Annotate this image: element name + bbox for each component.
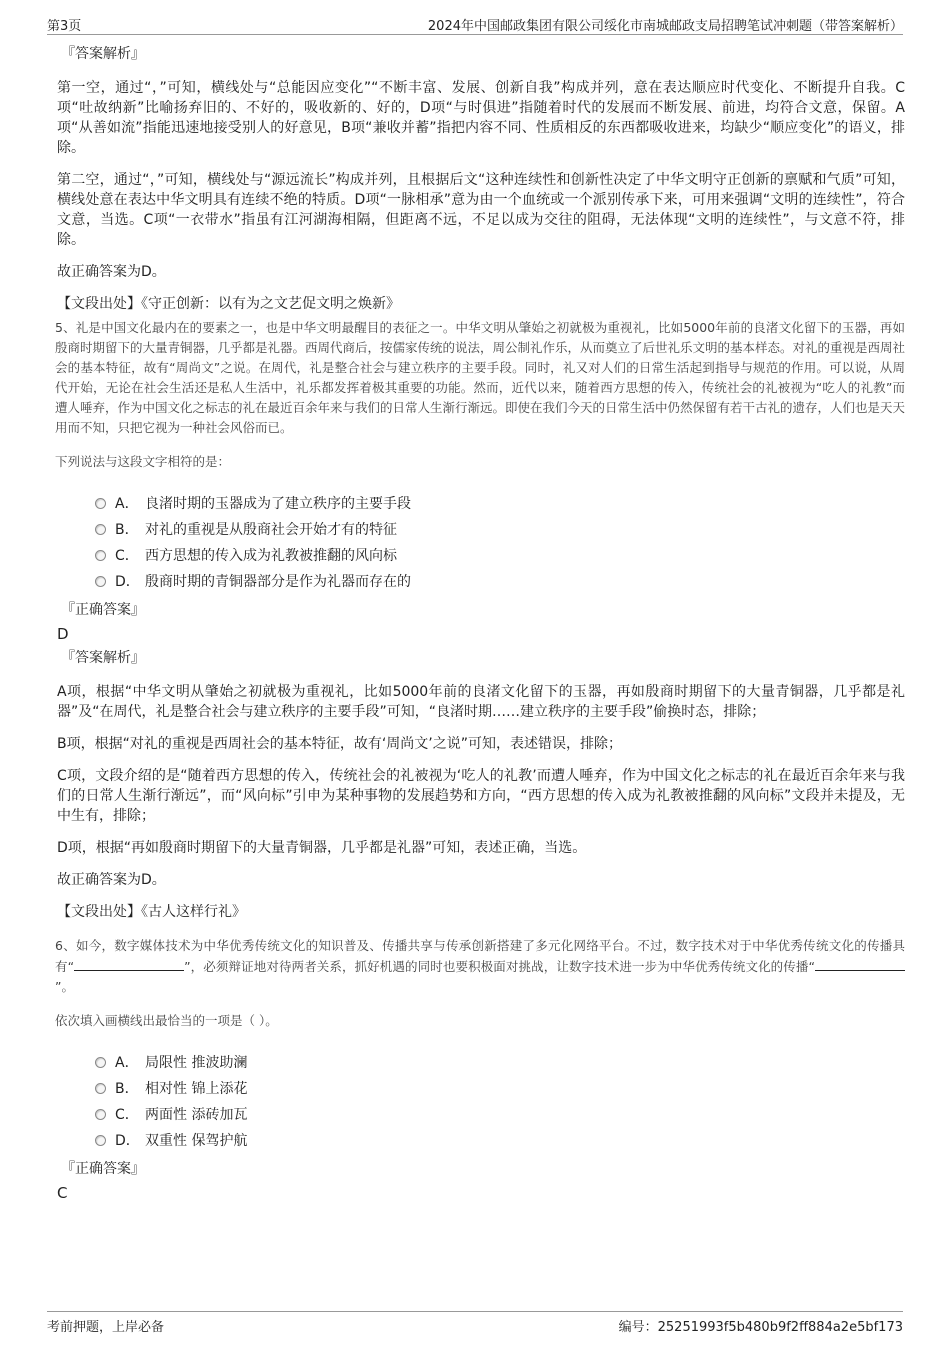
- radio-icon[interactable]: [95, 576, 106, 587]
- radio-icon[interactable]: [95, 1135, 106, 1146]
- q5-option-a[interactable]: A． 良渚时期的玉器成为了建立秩序的主要手段: [95, 490, 905, 516]
- q5-analysis-label: 『答案解析』: [61, 650, 145, 666]
- q5-analysis-a: A项，根据“中华文明从肇始之初就极为重视礼，比如5000年前的良渚文化留下的玉器，再如殷商时期留下的大量青铜器，几乎都是礼器”及“在周代，礼是整合社会与建立秩序的主要手段”可知，“良渚时期……建立秩序的主要手段”偷换时态，排除；: [57, 684, 905, 720]
- q6-answer-label: 『正确答案』: [61, 1161, 145, 1177]
- radio-icon[interactable]: [95, 1109, 106, 1120]
- radio-icon[interactable]: [95, 550, 106, 561]
- q6-options: [95, 1049, 905, 1153]
- radio-icon[interactable]: [95, 498, 106, 509]
- blank-2: [815, 956, 905, 971]
- q4-conclusion: 故正确答案为D。: [57, 264, 166, 280]
- radio-icon[interactable]: [95, 524, 106, 535]
- q4-analysis-para2: 第二空，通过“，”可知，横线处与“源远流长”构成并列，且根据后文“这种连续性和创新性决定了中华文明守正创新的禀赋和气质”可知，横线处意在表达中华文明具有连续不绝的特质。D项“一脉相承”意为由一个血统或一个派别传承下来，可用来强调“文明的连续性”，符合文意，当选。C项“一衣带水”指虽有江河湖海相隔，但距离不远，不足以成为交往的阻碍，无法体现“文明的连续性”，与文意不符，排除。: [57, 172, 905, 248]
- q5-analysis-c: C项，文段介绍的是“随着西方思想的传入，传统社会的礼被视为‘吃人的礼教’而遭人唾弃，作为中国文化之标志的礼在最近百余年来与我们的日常人生渐行渐远”，而“风向标”引申为某种事物的发展趋势和方向，“西方思想的传入成为礼教被推翻的风向标”文段并未提及，无中生有，排除；: [57, 768, 905, 824]
- q4-analysis-para1: 第一空，通过“，”可知，横线处与“总能因应变化”“不断丰富、发展、创新自我”构成并列，意在表达顺应时代变化、不断提升自我。C项“吐故纳新”比喻扬弃旧的、不好的，吸收新的、好的，D项“与时俱进”指随着时代的发展而不断发展、前进，均符合文意，保留。A项“从善如流”指能迅速地接受别人的好意见，B项“兼收并蓄”指把内容不同、性质相反的东西都吸收进来，均缺少“顺应变化”的语义，排除。: [57, 80, 905, 156]
- page-header: [47, 12, 903, 35]
- footer-serial: 编号：25251993f5b480b9f2ff884a2e5bf173: [618, 1320, 903, 1335]
- page-footer: [47, 1311, 903, 1338]
- q5-analysis-b: B项，根据“对礼的重视是西周社会的基本特征，故有‘周尚文’之说”可知，表述错误，排除；: [57, 736, 623, 752]
- q5-answer: D: [57, 625, 69, 643]
- q6-option-c[interactable]: C． 两面性 添砖加瓦: [95, 1101, 905, 1127]
- q6-option-d[interactable]: D． 双重性 保驾护航: [95, 1127, 905, 1153]
- q5-analysis-d: D项，根据“再如殷商时期留下的大量青铜器，几乎都是礼器”可知，表述正确，当选。: [57, 840, 587, 856]
- blank-1: [74, 956, 184, 971]
- q5-passage: 5、礼是中国文化最内在的要素之一，也是中华文明最醒目的表征之一。中华文明从肇始之初就极为重视礼，比如5000年前的良渚文化留下的玉器，再如殷商时期留下的大量青铜器，几乎都是礼器。西周代商后，按儒家传统的说法，周公制礼作乐，从而奠立了后世礼乐文明的基本样态。对礼的重视是西周社会的基本特征，故有“周尚文”之说。在周代，礼是整合社会与建立秩序的主要手段。同时，礼又对人们的日常生活起到指导与规范的作用。可以说，从周代开始，无论在社会生活还是私人生活中，礼乐都发挥着极其重要的功能。然而，近代以来，随着西方思想的传入，传统社会的礼被视为“吃人的礼教”而遭人唾弃，作为中国文化之标志的礼在最近百余年来与我们的日常人生渐行渐远。即使在我们今天的日常生活中仍然保留有若干古礼的遗存，人们也是天天用而不知，只把它视为一种社会风俗而已。: [55, 320, 906, 435]
- q5-conclusion: 故正确答案为D。: [57, 872, 166, 888]
- main-content: [55, 44, 905, 1207]
- q5-option-b[interactable]: B． 对礼的重视是从殷商社会开始才有的特征: [95, 516, 905, 542]
- q6-answer: C: [57, 1184, 68, 1202]
- document-title: 2024年中国邮政集团有限公司绥化市南城邮政支局招聘笔试冲刺题（带答案解析）: [427, 19, 903, 34]
- q6-question: 依次填入画横线出最恰当的一项是（ ）。: [55, 1013, 278, 1028]
- q4-source: 【文段出处】《守正创新：以有为之文艺促文明之焕新》: [57, 296, 400, 312]
- q6-option-a[interactable]: A． 局限性 推波助澜: [95, 1049, 905, 1075]
- q5-option-d[interactable]: D． 殷商时期的青铜器部分是作为礼器而存在的: [95, 568, 905, 594]
- radio-icon[interactable]: [95, 1083, 106, 1094]
- footer-slogan: 考前押题，上岸必备: [47, 1320, 165, 1335]
- q6-option-b[interactable]: B． 相对性 锦上添花: [95, 1075, 905, 1101]
- q5-option-c[interactable]: C． 西方思想的传入成为礼教被推翻的风向标: [95, 542, 905, 568]
- q4-analysis-label: 『答案解析』: [61, 46, 145, 62]
- q5-options: [95, 490, 905, 594]
- page-number: 第3页: [47, 19, 82, 34]
- q5-answer-label: 『正确答案』: [61, 602, 145, 618]
- q5-source: 【文段出处】《古人这样行礼》: [57, 904, 246, 920]
- q6-passage: 6、如今，数字媒体技术为中华优秀传统文化的知识普及、传播共享与传承创新搭建了多元化网络平台。不过，数字技术对于中华优秀传统文化的传播具有“ ”，必须辩证地对待两者关系，抓好机遇的同时也要积极面对挑战，让数字技术进一步为中华优秀传统文化的传播“”。: [55, 938, 905, 994]
- radio-icon[interactable]: [95, 1057, 106, 1068]
- q5-question: 下列说法与这段文字相符的是：: [55, 454, 231, 469]
